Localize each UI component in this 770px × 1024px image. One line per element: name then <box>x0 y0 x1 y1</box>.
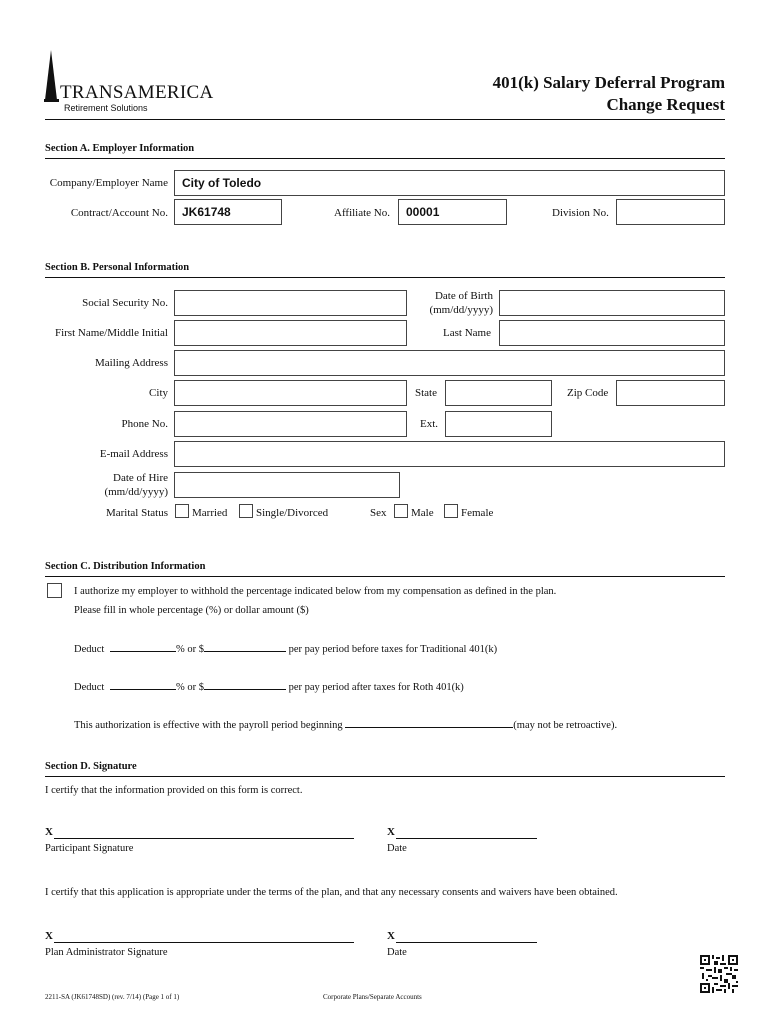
female-label: Female <box>461 507 494 519</box>
roth-deduct-word: Deduct <box>74 682 105 693</box>
email-field[interactable] <box>174 441 725 467</box>
qr-code-icon <box>700 955 738 993</box>
traditional-tail: per pay period before taxes for Traditional 401(k) <box>288 644 498 655</box>
dob-label-line2: (mm/dd/yyyy) <box>429 304 493 316</box>
first-name-label: First Name/Middle Initial <box>54 327 168 339</box>
transamerica-logo <box>40 50 214 113</box>
hire-label-line2: (mm/dd/yyyy) <box>104 486 168 498</box>
dob-field[interactable] <box>499 290 725 316</box>
zip-label: Zip Code <box>567 387 609 399</box>
married-checkbox[interactable] <box>175 504 189 518</box>
traditional-dollar-blank[interactable] <box>204 642 286 652</box>
roth-tail: per pay period after taxes for Roth 401(k) <box>288 682 464 693</box>
form-title-line1: 401(k) Salary Deferral Program <box>492 73 725 92</box>
traditional-pct-or: % or $ <box>175 644 204 655</box>
participant-x-mark: X <box>45 826 53 838</box>
participant-date-line[interactable] <box>396 838 537 839</box>
city-label: City <box>149 387 168 399</box>
male-label: Male <box>411 507 434 519</box>
affiliate-value: 00001 <box>406 205 440 219</box>
city-field[interactable] <box>174 380 407 406</box>
affiliate-field[interactable] <box>398 199 507 225</box>
sex-label: Sex <box>370 507 387 519</box>
traditional-deduct-word: Deduct <box>74 644 105 655</box>
participant-signature-line[interactable] <box>54 838 354 839</box>
phone-field[interactable] <box>174 411 407 437</box>
participant-signature-label: Participant Signature <box>45 843 134 854</box>
contract-label: Contract/Account No. <box>70 207 168 219</box>
company-value: City of Toledo <box>182 176 262 190</box>
ext-field[interactable] <box>445 411 552 437</box>
section-d-rule <box>45 776 725 777</box>
admin-date-label: Date <box>387 947 407 958</box>
authorize-text: I authorize my employer to withhold the percentage indicated below from my compensation as defined in the plan. <box>74 586 557 597</box>
zip-field[interactable] <box>616 380 725 406</box>
authorize-checkbox[interactable] <box>47 583 62 598</box>
contract-field[interactable] <box>174 199 282 225</box>
last-name-label: Last Name <box>443 327 491 339</box>
roth-deduct-line <box>74 680 464 693</box>
section-a-rule <box>45 158 725 159</box>
participant-date-label: Date <box>387 843 407 854</box>
phone-label: Phone No. <box>121 418 168 430</box>
single-label: Single/Divorced <box>256 507 329 519</box>
female-checkbox[interactable] <box>444 504 458 518</box>
admin-signature-label: Plan Administrator Signature <box>45 947 168 958</box>
form-title-line2: Change Request <box>606 95 725 114</box>
certify-text-1: I certify that the information provided on this form is correct. <box>45 785 303 796</box>
mailing-label: Mailing Address <box>94 357 168 369</box>
male-checkbox[interactable] <box>394 504 408 518</box>
division-label: Division No. <box>552 207 609 219</box>
dob-label <box>420 289 493 317</box>
hire-label-line1: Date of Hire <box>113 472 168 484</box>
traditional-percent-blank[interactable] <box>110 642 176 652</box>
division-field[interactable] <box>616 199 725 225</box>
first-name-field[interactable] <box>174 320 407 346</box>
company-field[interactable] <box>174 170 725 196</box>
admin-x-mark: X <box>45 930 53 942</box>
brand-name: TRANSAMERICA <box>60 82 214 103</box>
single-checkbox[interactable] <box>239 504 253 518</box>
state-field[interactable] <box>445 380 552 406</box>
section-a-title: Section A. Employer Information <box>45 143 195 154</box>
state-label: State <box>415 387 437 399</box>
admin-date-line[interactable] <box>396 942 537 943</box>
admin-date-x-mark: X <box>387 930 395 942</box>
contract-value: JK61748 <box>182 205 231 219</box>
section-c-title: Section C. Distribution Information <box>45 561 206 572</box>
admin-signature-line[interactable] <box>54 942 354 943</box>
hire-label <box>80 471 168 499</box>
header-rule <box>45 119 725 120</box>
form-title <box>493 72 725 116</box>
effective-date-blank[interactable] <box>345 718 513 728</box>
footer-form-id: 2211-SA (JK61748SD) (rev. 7/14) (Page 1 of 1) <box>45 993 180 1001</box>
last-name-field[interactable] <box>499 320 725 346</box>
effective-text: This authorization is effective with the payroll period beginning <box>74 720 343 731</box>
footer-center-text: Corporate Plans/Separate Accounts <box>323 993 422 1001</box>
section-b-rule <box>45 277 725 278</box>
married-label: Married <box>192 507 228 519</box>
certify-text-2: I certify that this application is appropriate under the terms of the plan, and that any necessary consents and waivers have been obtained. <box>45 887 618 898</box>
roth-percent-blank[interactable] <box>110 680 176 690</box>
section-d-title: Section D. Signature <box>45 761 137 772</box>
division-value <box>617 200 724 205</box>
roth-dollar-blank[interactable] <box>204 680 286 690</box>
ext-label: Ext. <box>420 418 439 430</box>
roth-pct-or: % or $ <box>175 682 204 693</box>
brand-subtitle: Retirement Solutions <box>64 103 148 113</box>
section-b-title: Section B. Personal Information <box>45 262 190 273</box>
fill-instructions: Please fill in whole percentage (%) or dollar amount ($) <box>74 605 309 616</box>
company-label: Company/Employer Name <box>49 177 168 189</box>
ssn-field[interactable] <box>174 290 407 316</box>
mailing-field[interactable] <box>174 350 725 376</box>
dob-label-line1: Date of Birth <box>434 290 493 302</box>
traditional-deduct-line <box>74 642 497 655</box>
hire-date-field[interactable] <box>174 472 400 498</box>
participant-date-x-mark: X <box>387 826 395 838</box>
affiliate-label: Affiliate No. <box>334 207 391 219</box>
effective-tail: (may not be retroactive). <box>513 720 618 731</box>
marital-label: Marital Status <box>105 507 168 519</box>
effective-line <box>74 718 617 731</box>
ssn-label: Social Security No. <box>82 297 168 309</box>
section-c-rule <box>45 576 725 577</box>
email-label: E-mail Address <box>99 448 168 460</box>
